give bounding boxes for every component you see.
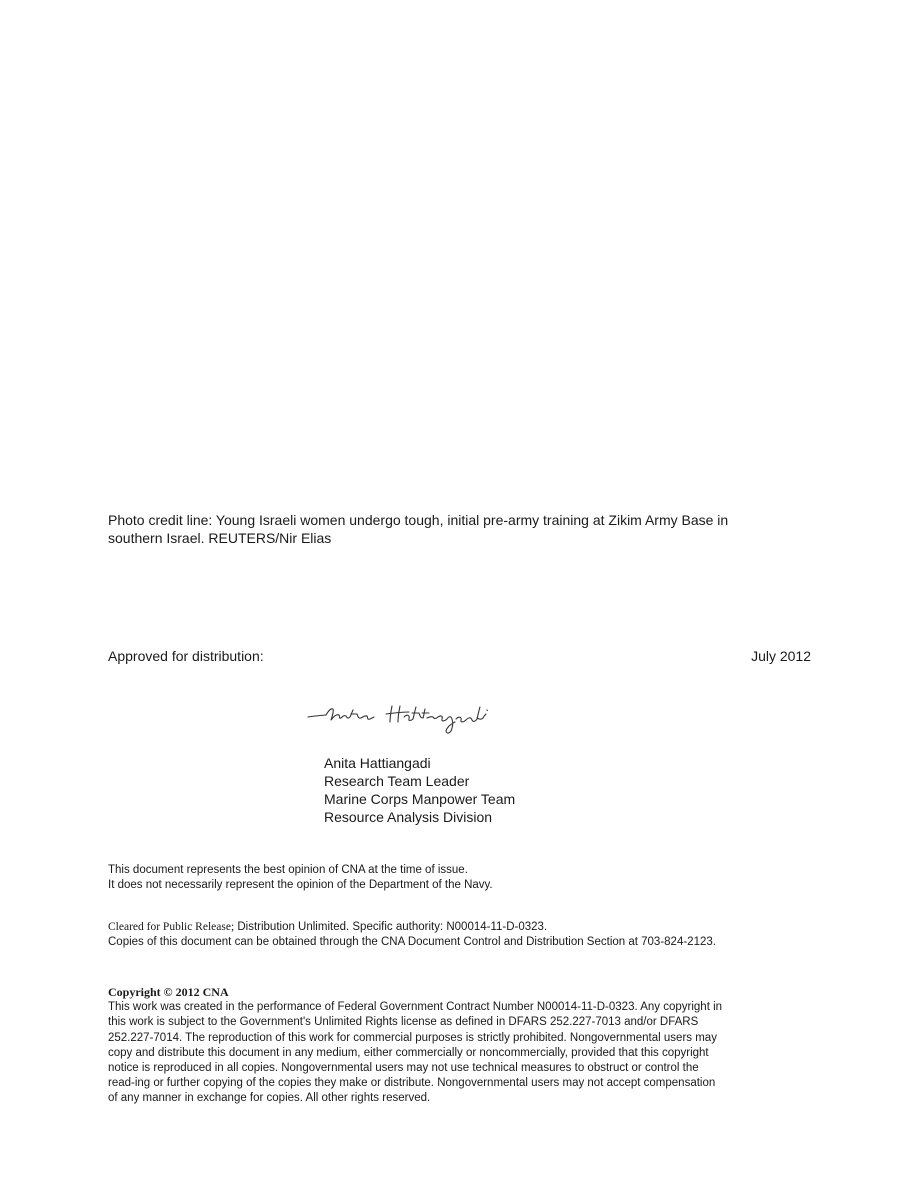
cleared-text: Cleared for Public Release; (108, 921, 235, 933)
approved-for-distribution-label: Approved for distribution: (108, 648, 264, 664)
signer-block (324, 754, 515, 826)
copyright-line-3: 252.227-7014. The reproduction of this work for commercial purposes is strictly prohibited. Nongovernmental users may (108, 1031, 717, 1044)
copyright-line-7: of any manner in exchange for copies. All other rights reserved. (108, 1092, 431, 1105)
copyright-title: Copyright © 2012 CNA (108, 985, 229, 999)
release-period: . (543, 921, 548, 933)
copyright-line-1: This work was created in the performance of Federal Government Contract Number N00014-11-D-0323. Any copyright in (108, 1001, 723, 1014)
signer-name: Anita Hattiangadi (324, 755, 431, 771)
copyright-line-2: this work is subject to the Government's Unlimited Rights license as defined in DFARS 252.227-7013 and/or DFARS (108, 1016, 699, 1029)
copyright-line-6: read-ing or further copying of the copies they make or distribute. Nongovernmental users may not accept compensation (108, 1077, 716, 1090)
copyright-notice (108, 985, 814, 1107)
signer-title: Research Team Leader (324, 773, 470, 789)
handwritten-signature (306, 700, 496, 742)
signer-division: Resource Analysis Division (324, 809, 493, 825)
opinion-line-2: It does not necessarily represent the opinion of the Department of the Navy. (108, 879, 493, 891)
release-statement (108, 920, 716, 950)
contract-number: N00014-11-D-0323 (446, 921, 544, 933)
copyright-line-4: copy and distribute this document in any medium, either commercially or noncommercially, provided that this copyright (108, 1046, 709, 1059)
photo-credit-line-2: southern Israel. REUTERS/Nir Elias (108, 530, 332, 546)
opinion-line-1: This document represents the best opinion of CNA at the time of issue. (108, 864, 468, 876)
release-line (108, 920, 716, 935)
signer-team: Marine Corps Manpower Team (324, 791, 516, 807)
copyright-line-5: notice is reproduced in all copies. Nongovernmental users may not use technical measures to obstruct or control the (108, 1062, 699, 1075)
photo-credit (108, 511, 808, 547)
distribution-text: Distribution Unlimited. Specific authority: (234, 921, 447, 933)
opinion-disclaimer (108, 863, 493, 893)
issue-date: July 2012 (751, 648, 811, 664)
photo-credit-line-1: Photo credit line: Young Israeli women undergo tough, initial pre-army training at Zikim Army Base in (108, 512, 729, 528)
copies-line: Copies of this document can be obtained through the CNA Document Control and Distribution Section at 703-824-2123. (108, 936, 716, 948)
